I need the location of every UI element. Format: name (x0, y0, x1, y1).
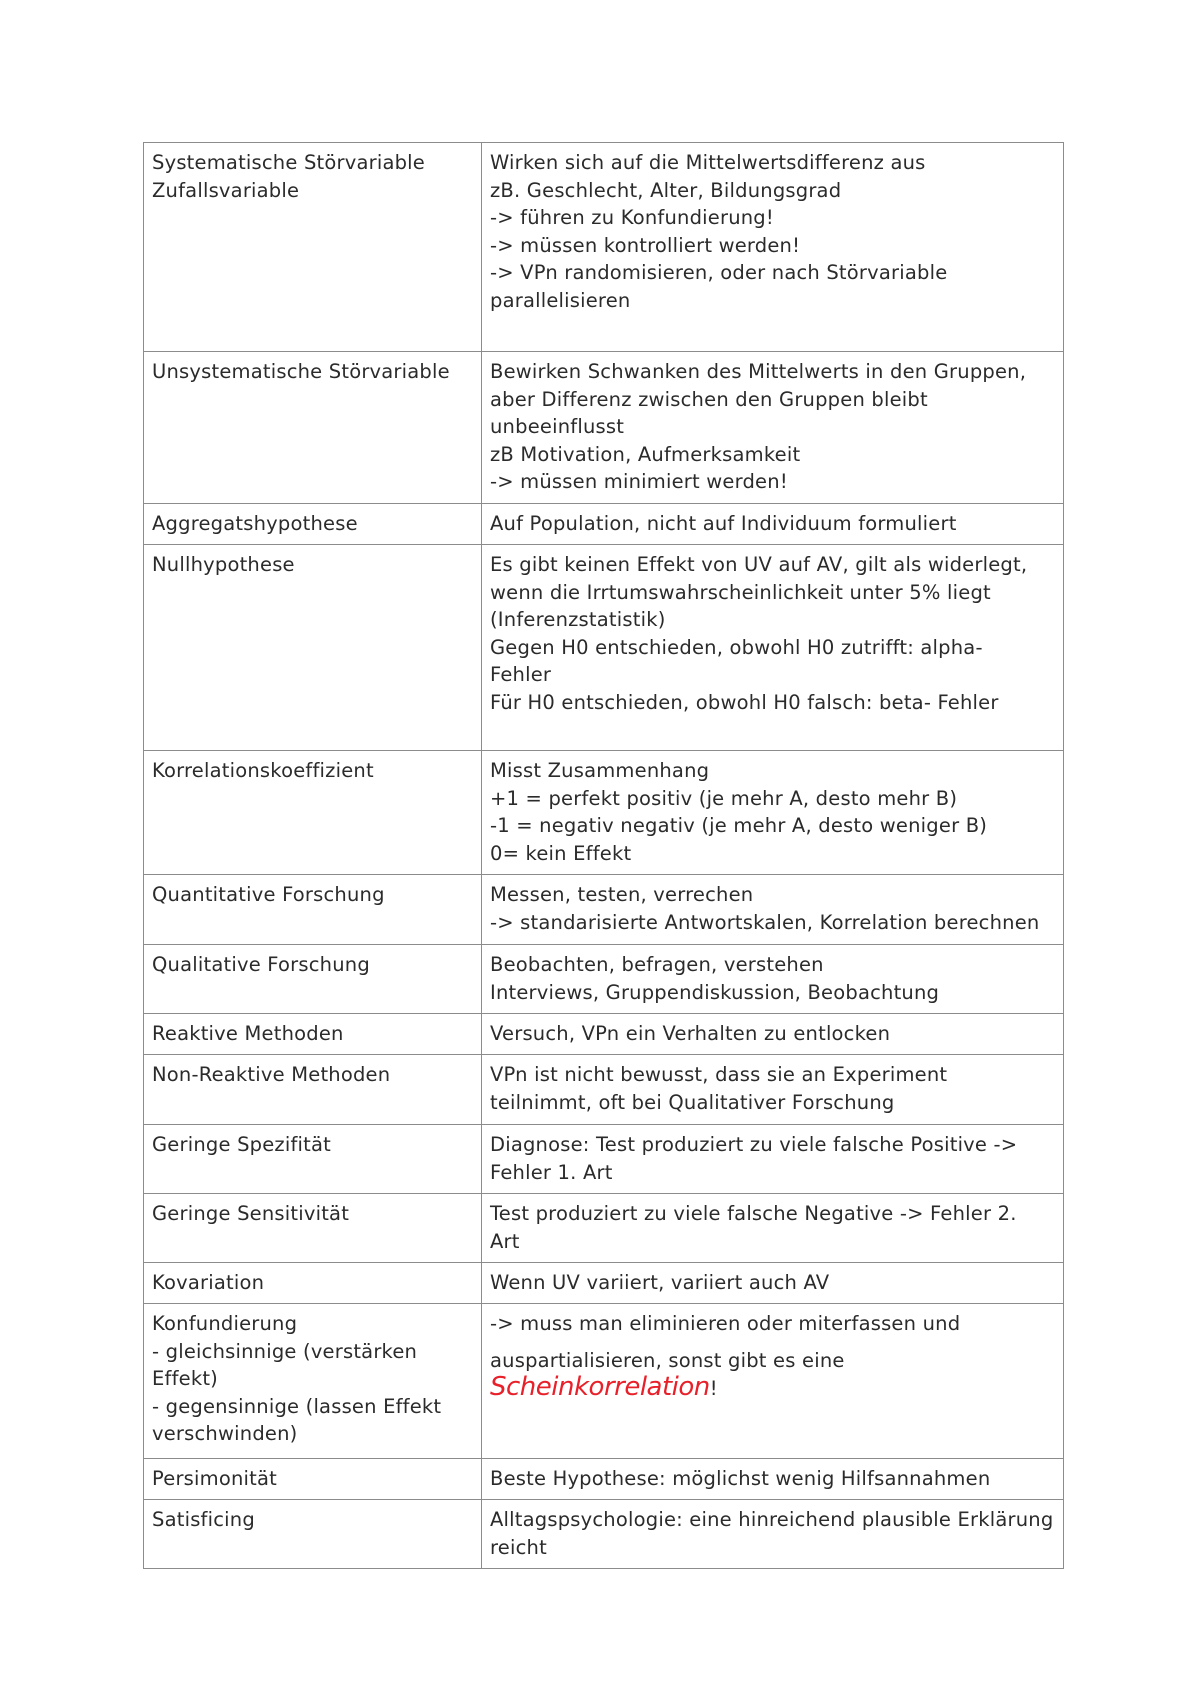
description-text: parallelisieren (490, 288, 631, 312)
term-cell (144, 1304, 482, 1459)
description-text: Art (490, 1229, 520, 1253)
term-text: Satisficing (152, 1508, 255, 1531)
description-text: Fehler 1. Art (490, 1160, 613, 1184)
description-text: zB. Geschlecht, Alter, Bildungsgrad (490, 178, 842, 202)
description-text: auspartialisieren, sonst gibt es eine (490, 1348, 851, 1372)
description-cell (482, 1055, 1064, 1125)
description-text: reicht (490, 1535, 547, 1559)
term-cell (144, 1459, 482, 1500)
term-text: Geringe Sensitivität (152, 1202, 350, 1225)
table-row (144, 1014, 1064, 1055)
term-text: Effekt) (152, 1367, 218, 1390)
term-cell (144, 751, 482, 875)
term-text: Konfundierung (152, 1312, 298, 1335)
table-row (144, 1500, 1064, 1569)
term-cell (144, 1194, 482, 1263)
description-text: Test produziert zu viele falsche Negative -> Fehler 2. (490, 1202, 1017, 1225)
description-text: Es gibt keinen Effekt von UV auf AV, gilt als widerlegt, (490, 553, 1028, 576)
description-text: +1 = perfekt positiv (je mehr A, desto mehr B) (490, 786, 958, 810)
description-text: Beobachten, befragen, verstehen (490, 953, 824, 976)
term-text: verschwinden) (152, 1422, 298, 1445)
description-text: zB Motivation, Aufmerksamkeit (490, 442, 801, 466)
table-row (144, 1194, 1064, 1263)
term-text: Kovariation (152, 1271, 265, 1294)
term-text: Systematische Störvariable (152, 151, 426, 174)
description-text: unbeeinflusst (490, 415, 625, 438)
term-text: Aggregatshypothese (152, 512, 358, 535)
table-row (144, 1263, 1064, 1304)
description-text: Interviews, Gruppendiskussion, Beobachtung (490, 980, 940, 1004)
description-text: -> muss man eliminieren oder miterfassen und (490, 1312, 961, 1335)
term-text: Persimonität (152, 1467, 277, 1490)
description-cell (482, 1500, 1064, 1569)
description-cell (482, 1194, 1064, 1263)
table-row (144, 545, 1064, 751)
description-text: -> standarisierte Antwortskalen, Korrelation berechnen (490, 910, 1040, 934)
term-cell (144, 1055, 482, 1125)
table-row (144, 1304, 1064, 1459)
term-text: - gleichsinnige (verstärken (152, 1339, 418, 1363)
term-cell (144, 545, 482, 751)
table-row (144, 875, 1064, 945)
term-text: Zufallsvariable (152, 178, 300, 202)
description-text: Versuch, VPn ein Verhalten zu entlocken (490, 1022, 891, 1045)
term-cell (144, 143, 482, 352)
description-cell (482, 504, 1064, 545)
table-row (144, 352, 1064, 504)
table-row (144, 1125, 1064, 1194)
description-cell (482, 875, 1064, 945)
table-row (144, 1459, 1064, 1500)
table-row (144, 504, 1064, 545)
description-text: teilnimmt, oft bei Qualitativer Forschung (490, 1090, 895, 1114)
term-text: Reaktive Methoden (152, 1022, 344, 1045)
description-text: -1 = negativ negativ (je mehr A, desto weniger B) (490, 814, 988, 837)
glossary-table-body (144, 143, 1064, 1569)
term-text: Unsystematische Störvariable (152, 360, 450, 383)
term-text: Non-Reaktive Methoden (152, 1063, 391, 1086)
description-text: Misst Zusammenhang (490, 759, 710, 782)
description-text: -> führen zu Konfundierung! (490, 206, 774, 229)
description-cell (482, 1125, 1064, 1194)
term-cell (144, 352, 482, 504)
description-cell (482, 1459, 1064, 1500)
term-text: - gegensinnige (lassen Effekt (152, 1394, 442, 1418)
description-text: -> müssen kontrolliert werden! (490, 233, 801, 257)
description-text: -> müssen minimiert werden! (490, 470, 788, 493)
term-cell (144, 1125, 482, 1194)
description-line (490, 1347, 1055, 1403)
description-text: 0= kein Effekt (490, 841, 632, 865)
description-text: -> VPn randomisieren, oder nach Störvariable (490, 261, 948, 284)
description-text: Auf Population, nicht auf Individuum formuliert (490, 512, 957, 535)
description-text: Wirken sich auf die Mittelwertsdifferenz aus (490, 151, 926, 174)
description-text: Bewirken Schwanken des Mittelwerts in den Gruppen, (490, 360, 1027, 383)
description-text: ! (709, 1377, 718, 1400)
term-cell (144, 1500, 482, 1569)
description-text: wenn die Irrtumswahrscheinlichkeit unter 5% liegt (490, 580, 991, 604)
term-cell (144, 1014, 482, 1055)
term-cell (144, 945, 482, 1014)
table-row (144, 1055, 1064, 1125)
description-cell (482, 1263, 1064, 1304)
description-cell (482, 945, 1064, 1014)
highlighted-term: Scheinkorrelation (490, 1372, 710, 1402)
description-text: Wenn UV variiert, variiert auch AV (490, 1271, 830, 1294)
table-row (144, 751, 1064, 875)
description-text: Gegen H0 entschieden, obwohl H0 zutrifft: alpha- (490, 635, 983, 659)
description-text: Diagnose: Test produziert zu viele falsche Positive -> (490, 1133, 1018, 1156)
description-text: Fehler (490, 663, 552, 686)
description-text: VPn ist nicht bewusst, dass sie an Experiment (490, 1063, 948, 1086)
term-text: Qualitative Forschung (152, 953, 370, 976)
description-text: Für H0 entschieden, obwohl H0 falsch: beta- Fehler (490, 690, 999, 714)
description-cell (482, 143, 1064, 352)
description-cell (482, 352, 1064, 504)
description-cell (482, 545, 1064, 751)
term-cell (144, 504, 482, 545)
description-text: (Inferenzstatistik) (490, 608, 666, 631)
description-cell (482, 751, 1064, 875)
description-text: aber Differenz zwischen den Gruppen bleibt (490, 387, 928, 411)
term-text: Korrelationskoeffizient (152, 759, 374, 782)
glossary-table (143, 142, 1064, 1569)
description-cell (482, 1304, 1064, 1459)
description-cell (482, 1014, 1064, 1055)
description-text: Beste Hypothese: möglichst wenig Hilfsannahmen (490, 1467, 991, 1490)
term-text: Geringe Spezifität (152, 1133, 332, 1156)
table-row (144, 143, 1064, 352)
term-cell (144, 875, 482, 945)
description-text: Messen, testen, verrechen (490, 883, 754, 906)
description-text: Alltagspsychologie: eine hinreichend plausible Erklärung (490, 1508, 1054, 1531)
term-cell (144, 1263, 482, 1304)
term-text: Nullhypothese (152, 553, 295, 576)
term-text: Quantitative Forschung (152, 883, 385, 906)
table-row (144, 945, 1064, 1014)
